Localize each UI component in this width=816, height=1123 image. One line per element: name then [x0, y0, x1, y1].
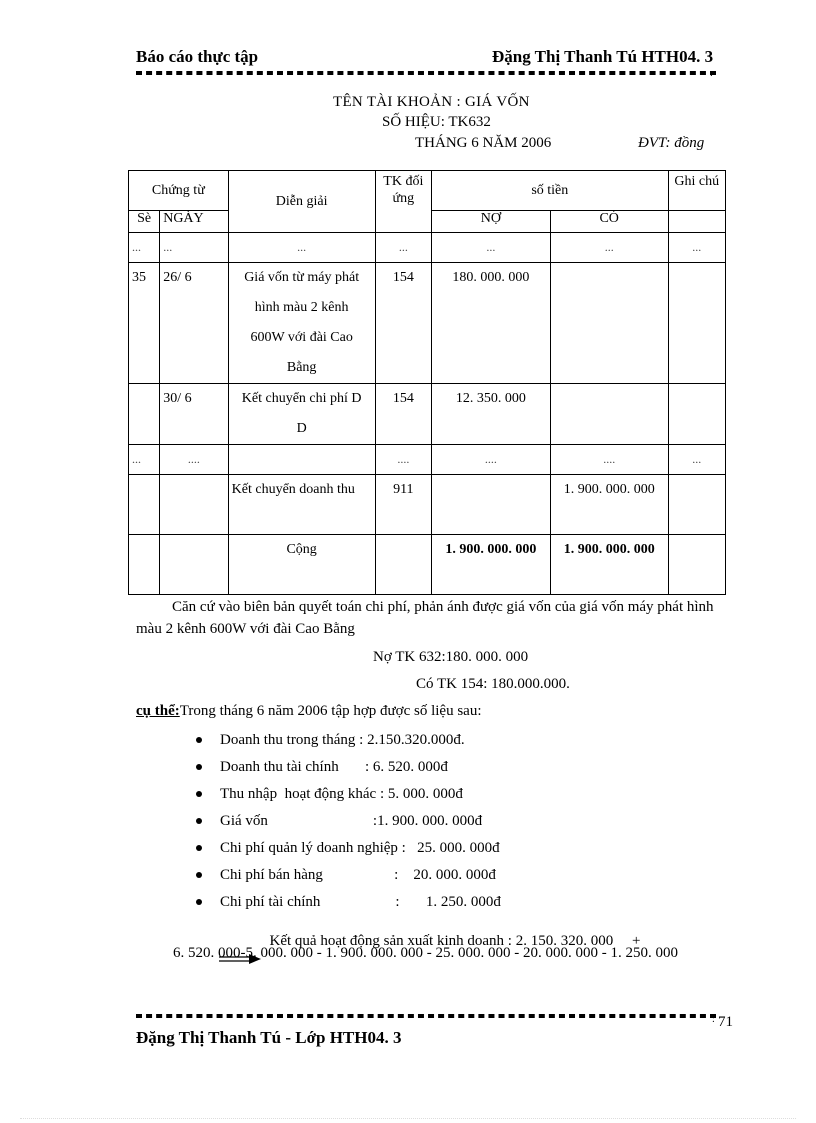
header-note-blank	[668, 211, 725, 233]
cell-note	[668, 535, 725, 595]
footer-divider-end: :	[712, 1014, 715, 1025]
cell-acct: 154	[375, 263, 431, 384]
cell-credit: 1. 900. 000. 000	[550, 475, 668, 535]
cell-note: ...	[668, 445, 725, 475]
cell-credit	[550, 384, 668, 445]
total-debit: 1. 900. 000. 000	[432, 535, 551, 595]
header-report-title: Báo cáo thực tập	[136, 47, 259, 66]
period: THÁNG 6 NĂM 2006	[415, 135, 552, 151]
bullet-icon	[196, 818, 202, 824]
header-credit: CÓ	[550, 211, 668, 233]
unit-label: ĐVT: đồng	[638, 135, 705, 151]
table-row	[129, 233, 726, 263]
cell-acct: 154	[375, 384, 431, 445]
table-row	[129, 475, 726, 535]
list-item	[196, 835, 501, 862]
page-bottom-edge	[20, 1118, 796, 1119]
entry-credit: Có TK 154: 180.000.000.	[416, 676, 570, 692]
list-item	[196, 727, 501, 754]
cell-acct: 911	[375, 475, 431, 535]
footer-author: Đặng Thị Thanh Tú - Lớp HTH04. 3	[136, 1028, 402, 1047]
details-list	[196, 727, 501, 916]
account-code: SỐ HIỆU: TK632	[382, 114, 491, 130]
bullet-icon	[196, 791, 202, 797]
header-description: Diễn giải	[228, 171, 375, 233]
cell-num: ...	[129, 445, 160, 475]
header-account: TK đối ứng	[375, 171, 431, 233]
bullet-icon	[196, 737, 202, 743]
page-number: 71	[718, 1014, 733, 1030]
header-note: Ghi chú	[668, 171, 725, 211]
cell-desc: ...	[228, 233, 375, 263]
list-item-text: Chi phí bán hàng : 20. 000. 000đ	[220, 867, 496, 883]
cell-note	[668, 475, 725, 535]
cell-debit: 180. 000. 000	[432, 263, 551, 384]
cell-date: 30/ 6	[160, 384, 228, 445]
entry-debit: Nợ TK 632:180. 000. 000	[373, 649, 529, 665]
total-label: Cộng	[228, 535, 375, 595]
cell-credit: ...	[550, 233, 668, 263]
header-voucher: Chứng từ	[129, 171, 229, 211]
list-item	[196, 781, 501, 808]
header-date: NGÀY	[160, 211, 228, 233]
cell-desc: Giá vốn từ máy phát hình màu 2 kênh 600W với đài Cao Bằng	[228, 263, 375, 384]
list-item	[196, 862, 501, 889]
cell-debit: ...	[432, 233, 551, 263]
header-debit: NỢ	[432, 211, 551, 233]
details-label: cụ thể:	[136, 703, 180, 719]
total-credit: 1. 900. 000. 000	[550, 535, 668, 595]
account-name: TÊN TÀI KHOẢN : GIÁ VỐN	[333, 94, 530, 110]
cell-debit: 12. 350. 000	[432, 384, 551, 445]
cell-desc	[228, 445, 375, 475]
cell-note	[668, 263, 725, 384]
table-row	[129, 263, 726, 384]
list-item	[196, 754, 501, 781]
cell-num	[129, 535, 160, 595]
footer-divider	[136, 1014, 716, 1018]
total-row	[129, 535, 726, 595]
list-item-text: Doanh thu tài chính : 6. 520. 000đ	[220, 759, 448, 775]
paragraph-basis: Căn cứ vào biên bản quyết toán chi phí, phản ánh được giá vốn của giá vốn máy phát hình màu 2 kênh 600W với đài Cao Bằng	[136, 599, 714, 637]
cell-date	[160, 535, 228, 595]
list-item	[196, 889, 501, 916]
bullet-icon	[196, 845, 202, 851]
list-item-text: Chi phí tài chính : 1. 250. 000đ	[220, 894, 501, 910]
cell-debit: ....	[432, 445, 551, 475]
list-item-text: Thu nhập hoạt động khác : 5. 000. 000đ	[220, 786, 463, 802]
cell-num	[129, 384, 160, 445]
bullet-icon	[196, 899, 202, 905]
header-author: Đặng Thị Thanh Tú HTH04. 3	[492, 47, 714, 66]
list-item-text: Doanh thu trong tháng : 2.150.320.000đ.	[220, 732, 465, 748]
list-item-text: Giá vốn :1. 900. 000. 000đ	[220, 813, 483, 829]
cell-date	[160, 475, 228, 535]
result-text: Kết quả hoạt động sản xuất kinh doanh : 2. 150. 320. 000 +	[269, 933, 641, 949]
cell-num: 35	[129, 263, 160, 384]
cell-num: ...	[129, 233, 160, 263]
table-row	[129, 384, 726, 445]
table-row	[129, 445, 726, 475]
cell-date: 26/ 6	[160, 263, 228, 384]
details-text: Trong tháng 6 năm 2006 tập hợp được số liệu sau:	[179, 703, 482, 719]
cell-debit	[432, 475, 551, 535]
list-item-text: Chi phí quản lý doanh nghiệp : 25. 000. 000đ	[220, 840, 500, 856]
cell-desc: Kết chuyển chi phí D D	[228, 384, 375, 445]
ledger-table	[128, 170, 726, 595]
cell-desc: Kết chuyển doanh thu	[228, 475, 375, 535]
cell-note: ...	[668, 233, 725, 263]
header-amount: số tiền	[432, 171, 669, 211]
details-intro	[136, 703, 482, 720]
cell-acct: ....	[375, 445, 431, 475]
cell-date: ....	[160, 445, 228, 475]
cell-credit	[550, 263, 668, 384]
header-divider-end: :	[710, 68, 713, 79]
cell-acct: ...	[375, 233, 431, 263]
bullet-icon	[196, 764, 202, 770]
header-divider	[136, 71, 716, 75]
cell-date: ...	[160, 233, 228, 263]
cell-credit: ....	[550, 445, 668, 475]
cell-num	[129, 475, 160, 535]
bullet-icon	[196, 872, 202, 878]
cell-note	[668, 384, 725, 445]
list-item	[196, 808, 501, 835]
cell-acct	[375, 535, 431, 595]
header-number: Sè	[129, 211, 160, 233]
result-continuation: 6. 520. 000-5. 000. 000 - 1. 900. 000. 000 - 25. 000. 000 - 20. 000. 000 - 1. 250. 000	[173, 945, 678, 961]
